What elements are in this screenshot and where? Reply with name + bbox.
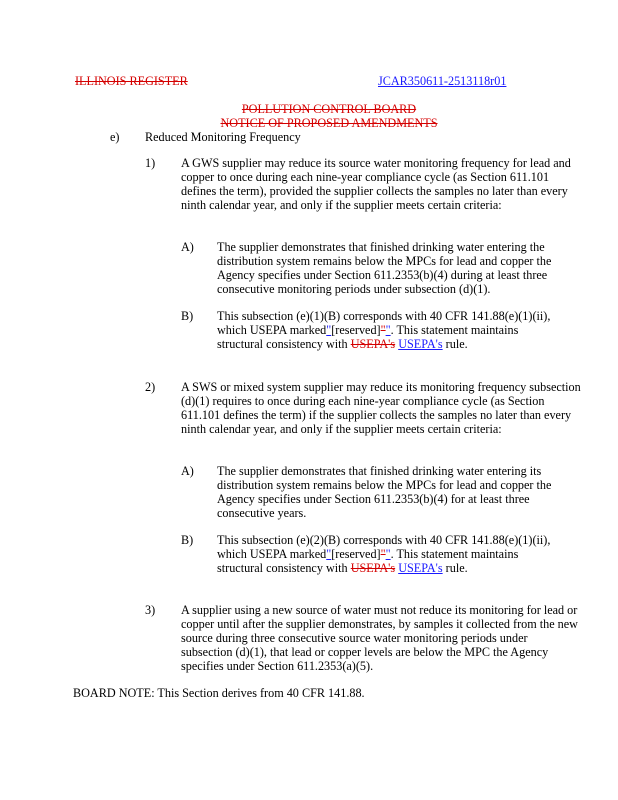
item-text: A SWS or mixed system supplier may reduce its monitoring frequency subsection (d)(1) requires to once during each nine-year compliance cycle (as Section 611.101 defines the term) if the supplier collects the samples no later than every ninth calendar year, and only if the supplier meets certain criteria: <box>181 380 581 436</box>
subitem-label: A) <box>181 464 194 478</box>
document-id[interactable]: JCAR350611-2513118r01 <box>378 74 507 88</box>
board-note <box>73 686 365 700</box>
deleted-quote: " <box>380 323 386 337</box>
subitem-text: The supplier demonstrates that finished drinking water entering its distribution system remains below the MPCs for lead and copper the Agency specifies under Section 611.2353(b)(4) for at least three consecutive years. <box>217 464 552 520</box>
text-segment: . This statement maintains structural consistency with <box>217 547 519 575</box>
subitem-label: A) <box>181 240 194 254</box>
subitem-text-b <box>217 533 557 575</box>
item-text: A GWS supplier may reduce its source water monitoring frequency for lead and copper to once during each nine-year compliance cycle (as Section 611.101 defines the term), provided the supplier collects the samples no later than every ninth calendar year, and only if the supplier meets certain criteria: <box>181 156 571 212</box>
reserved-marker: [reserved] <box>331 323 381 337</box>
text-segment: This subsection (e)(1)(B) corresponds with 40 CFR 141.88(e)(1)(ii), which USEPA marked <box>217 309 551 337</box>
inserted-quote: " <box>385 323 391 337</box>
inserted-text: USEPA's <box>398 561 443 575</box>
notice-title: NOTICE OF PROPOSED AMENDMENTS <box>220 116 438 130</box>
board-note-label: BOARD NOTE: <box>73 686 155 700</box>
register-title: ILLINOIS REGISTER <box>75 74 188 88</box>
deleted-quote: " <box>380 547 386 561</box>
reserved-marker: [reserved] <box>331 547 381 561</box>
inserted-quote: " <box>385 547 391 561</box>
text-segment: rule. <box>445 561 468 575</box>
agency-name: POLLUTION CONTROL BOARD <box>241 102 417 116</box>
text-segment: . This statement maintains structural consistency with <box>217 323 519 351</box>
inserted-text: USEPA's <box>398 337 443 351</box>
section-label: e) <box>110 130 120 144</box>
subitem-label: B) <box>181 533 194 547</box>
item-label: 1) <box>145 156 156 170</box>
deleted-text: USEPA's <box>350 337 396 351</box>
inserted-quote: " <box>326 547 332 561</box>
item-label: 2) <box>145 380 156 394</box>
inserted-quote: " <box>326 323 332 337</box>
subitem-text: The supplier demonstrates that finished drinking water entering the distribution system remains below the MPCs for lead and copper the Agency specifies under Section 611.2353(b)(4) during at least three consecutive monitoring periods under subsection (d)(1). <box>217 240 552 296</box>
item-text: A supplier using a new source of water must not reduce its monitoring for lead or copper until after the supplier demonstrates, by samples it collected from the new source during three consecutive source water monitoring periods under subsection (d)(1), that lead or copper levels are below the MPC the Agency specifies under Section 611.2353(a)(5). <box>181 603 578 673</box>
board-note-text: This Section derives from 40 CFR 141.88. <box>154 686 365 700</box>
section-title: Reduced Monitoring Frequency <box>145 130 301 144</box>
deleted-text: USEPA's <box>350 561 396 575</box>
item-label: 3) <box>145 603 156 617</box>
subitem-text-b <box>217 309 557 351</box>
subitem-label: B) <box>181 309 194 323</box>
text-segment: This subsection (e)(2)(B) corresponds with 40 CFR 141.88(e)(1)(ii), which USEPA marked <box>217 533 551 561</box>
text-segment: rule. <box>445 337 468 351</box>
